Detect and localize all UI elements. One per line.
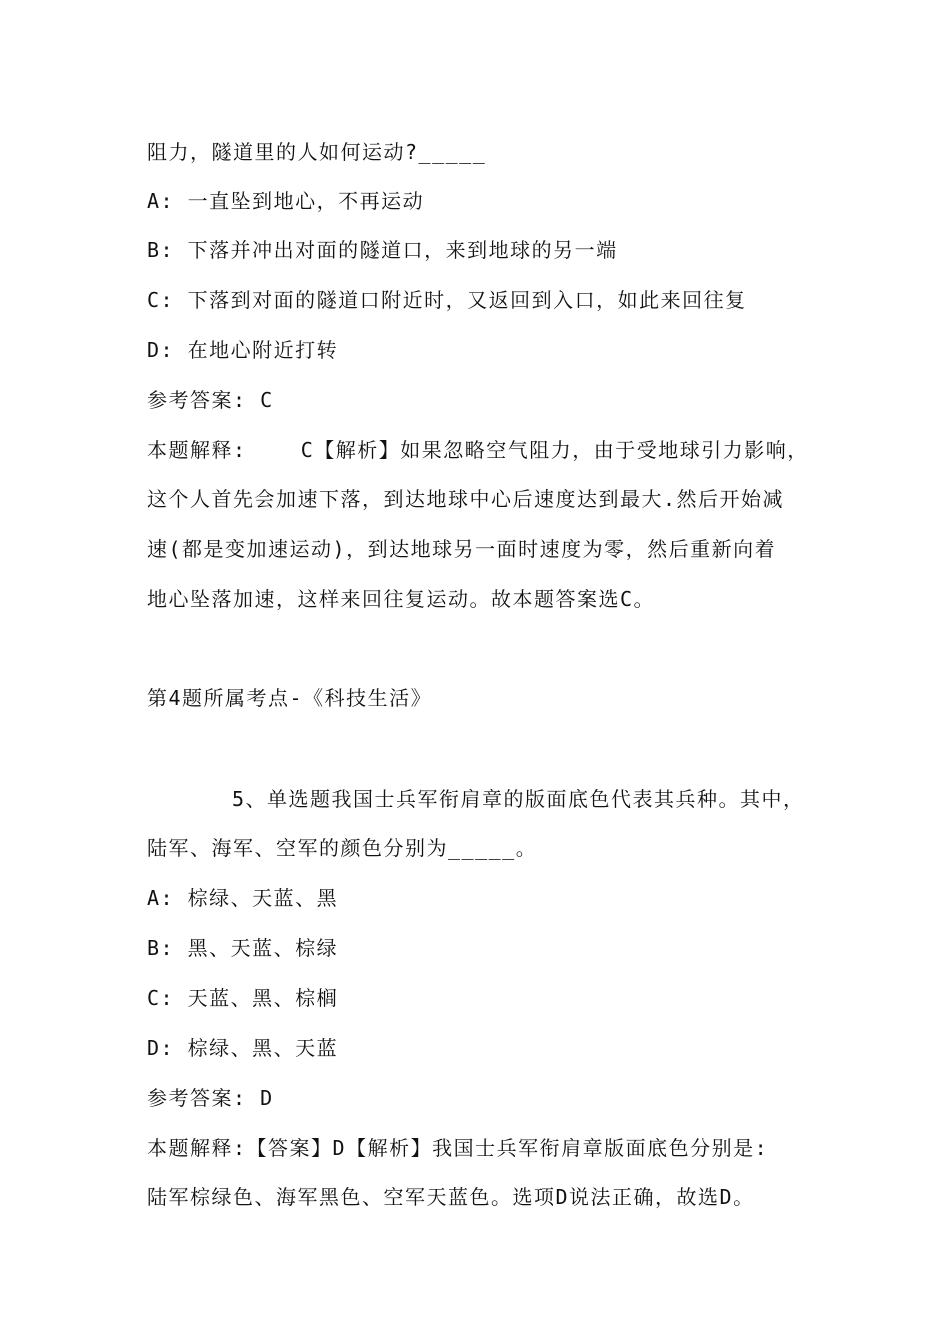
question-3-option-c: C: 下落到对面的隧道口附近时，又返回到入口，如此来回往复	[147, 288, 747, 312]
question-3-stem-tail: 阻力，隧道里的人如何运动?_____	[147, 140, 487, 164]
question-3-explanation-line: 本题解释: C【解析】如果忽略空气阻力，由于受地球引力影响，	[147, 438, 809, 462]
question-3-explanation-line: 速(都是变加速运动)，到达地球另一面时速度为零，然后重新向着	[147, 537, 777, 561]
question-5-stem-line: 陆军、海军、空军的颜色分别为_____。	[147, 836, 538, 860]
question-3-option-a: A: 一直坠到地心，不再运动	[147, 189, 425, 213]
question-3-explanation-line: 地心坠落加速，这样来回往复运动。故本题答案选C。	[147, 587, 656, 611]
topic-note: 第4题所属考点-《科技生活》	[147, 686, 433, 710]
question-5-option-a: A: 棕绿、天蓝、黑	[147, 886, 339, 910]
question-5-explanation-line: 陆军棕绿色、海军黑色、空军天蓝色。选项D说法正确，故选D。	[147, 1185, 755, 1209]
question-5-answer: 参考答案: D	[147, 1086, 274, 1110]
question-5-stem-line: 5、单选题我国士兵军衔肩章的版面底色代表其兵种。其中，	[232, 787, 805, 811]
question-5-option-c: C: 天蓝、黑、棕榈	[147, 986, 339, 1010]
question-3-option-b: B: 下落并冲出对面的隧道口，来到地球的另一端	[147, 238, 618, 262]
question-5-explanation-line: 本题解释:【答案】D【解析】我国士兵军衔肩章版面底色分别是:	[147, 1136, 769, 1160]
question-3-explanation-line: 这个人首先会加速下落，到达地球中心后速度达到最大.然后开始减	[147, 487, 785, 511]
question-5-option-d: D: 棕绿、黑、天蓝	[147, 1036, 339, 1060]
question-3-answer: 参考答案: C	[147, 388, 274, 412]
question-5-option-b: B: 黑、天蓝、棕绿	[147, 936, 339, 960]
question-3-option-d: D: 在地心附近打转	[147, 338, 339, 362]
